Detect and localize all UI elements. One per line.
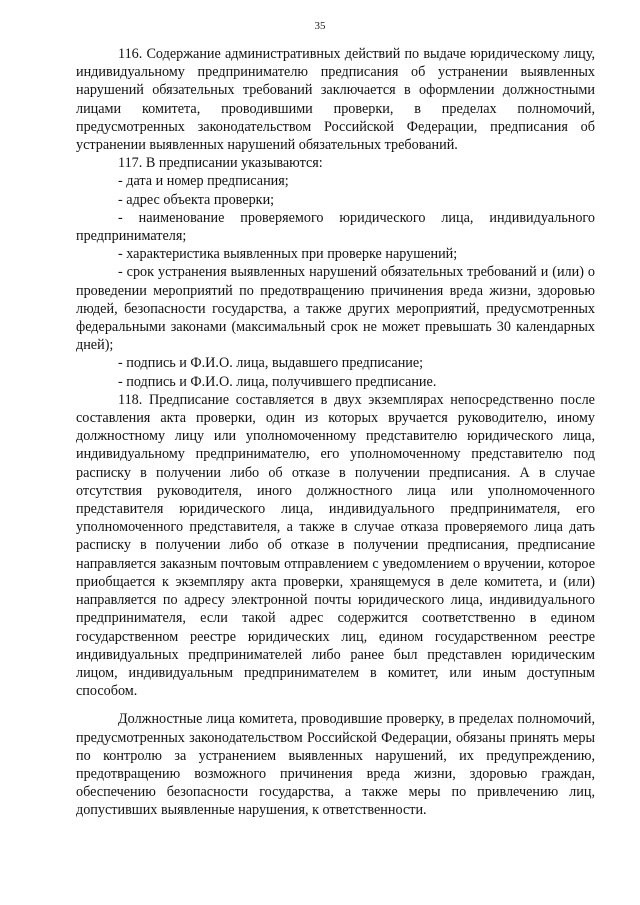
paragraph-117: 117. В предписании указываются: [118, 155, 323, 172]
document-body [76, 45, 595, 820]
paragraph-116: 116. Содержание административных действий по выдаче юридическому лицу, индивидуальному предпринимателю предписания об устранении выявленных нарушений обязательных требований заключается в оформлении должностными лицами комитета, проводившими проверки, в пределах полномочий, предусмотренных законодательством Российской Федерации, предписания об устранении выявленных нарушений обязательных требований. [76, 46, 595, 154]
list-item-object-address: - адрес объекта проверки; [118, 191, 275, 208]
page-number: 35 [314, 20, 326, 32]
list-item-date-number: - дата и номер предписания; [118, 173, 289, 190]
list-item-violations: - характеристика выявленных при проверке нарушений; [118, 246, 458, 263]
paragraph-officials-duties: Должностные лица комитета, проводившие проверку, в пределах полномочий, предусмотренных законодательством Российской Федерации, обязаны принять меры по контролю за устранением выявленных нарушений, их предупреждению, предотвращению возможного причинения вреда жизни, здоровью граждан, обеспечению безопасности государства, а также меры по привлечению лиц, допустивших выявленные нарушения, к ответственности. [76, 711, 595, 819]
list-item-issuer-signature: - подпись и Ф.И.О. лица, выдавшего предписание; [118, 355, 424, 372]
list-item-entity-name: - наименование проверяемого юридического лица, индивидуального предпринимателя; [76, 209, 595, 245]
list-item-recipient-signature: - подпись и Ф.И.О. лица, получившего предписание. [118, 373, 437, 390]
paragraph-118: 118. Предписание составляется в двух экземплярах непосредственно после составления акта проверки, один из которых вручается руководителю, иному должностному лицу или уполномоченному представителю юридического лица, индивидуальному предпринимателю, его уполномоченному представителю под расписку в получении либо об отказе в получении предписания. А в случае отсутствия руководителя, иного должностного лица или уполномоченного представителя юридического лица, индивидуального предпринимателя, его уполномоченного представителя, а также в случае отказа проверяемого лица дать расписку в получении либо об отказе в получении предписания, предписание направляется заказным почтовым отправлением с уведомлением о вручении, которое приобщается к экземпляру акта проверки, хранящемуся в деле комитета, и (или) направляется по адресу электронной почты юридического лица, индивидуального предпринимателя, если такой адрес содержится соответственно в едином государственном реестре юридических лиц, едином государственном реестре индивидуальных предпринимателей либо ранее был представлен юридическим лицом, индивидуальным предпринимателем в комитет, или иным доступным способом. [76, 391, 595, 700]
list-item-deadline: - срок устранения выявленных нарушений обязательных требований и (или) о проведении мероприятий по предотвращению причинения вреда жизни, здоровью людей, безопасности государства, а также других мероприятий, предусмотренных федеральными законами (максимальный срок не может превышать 30 календарных дней); [76, 264, 595, 354]
